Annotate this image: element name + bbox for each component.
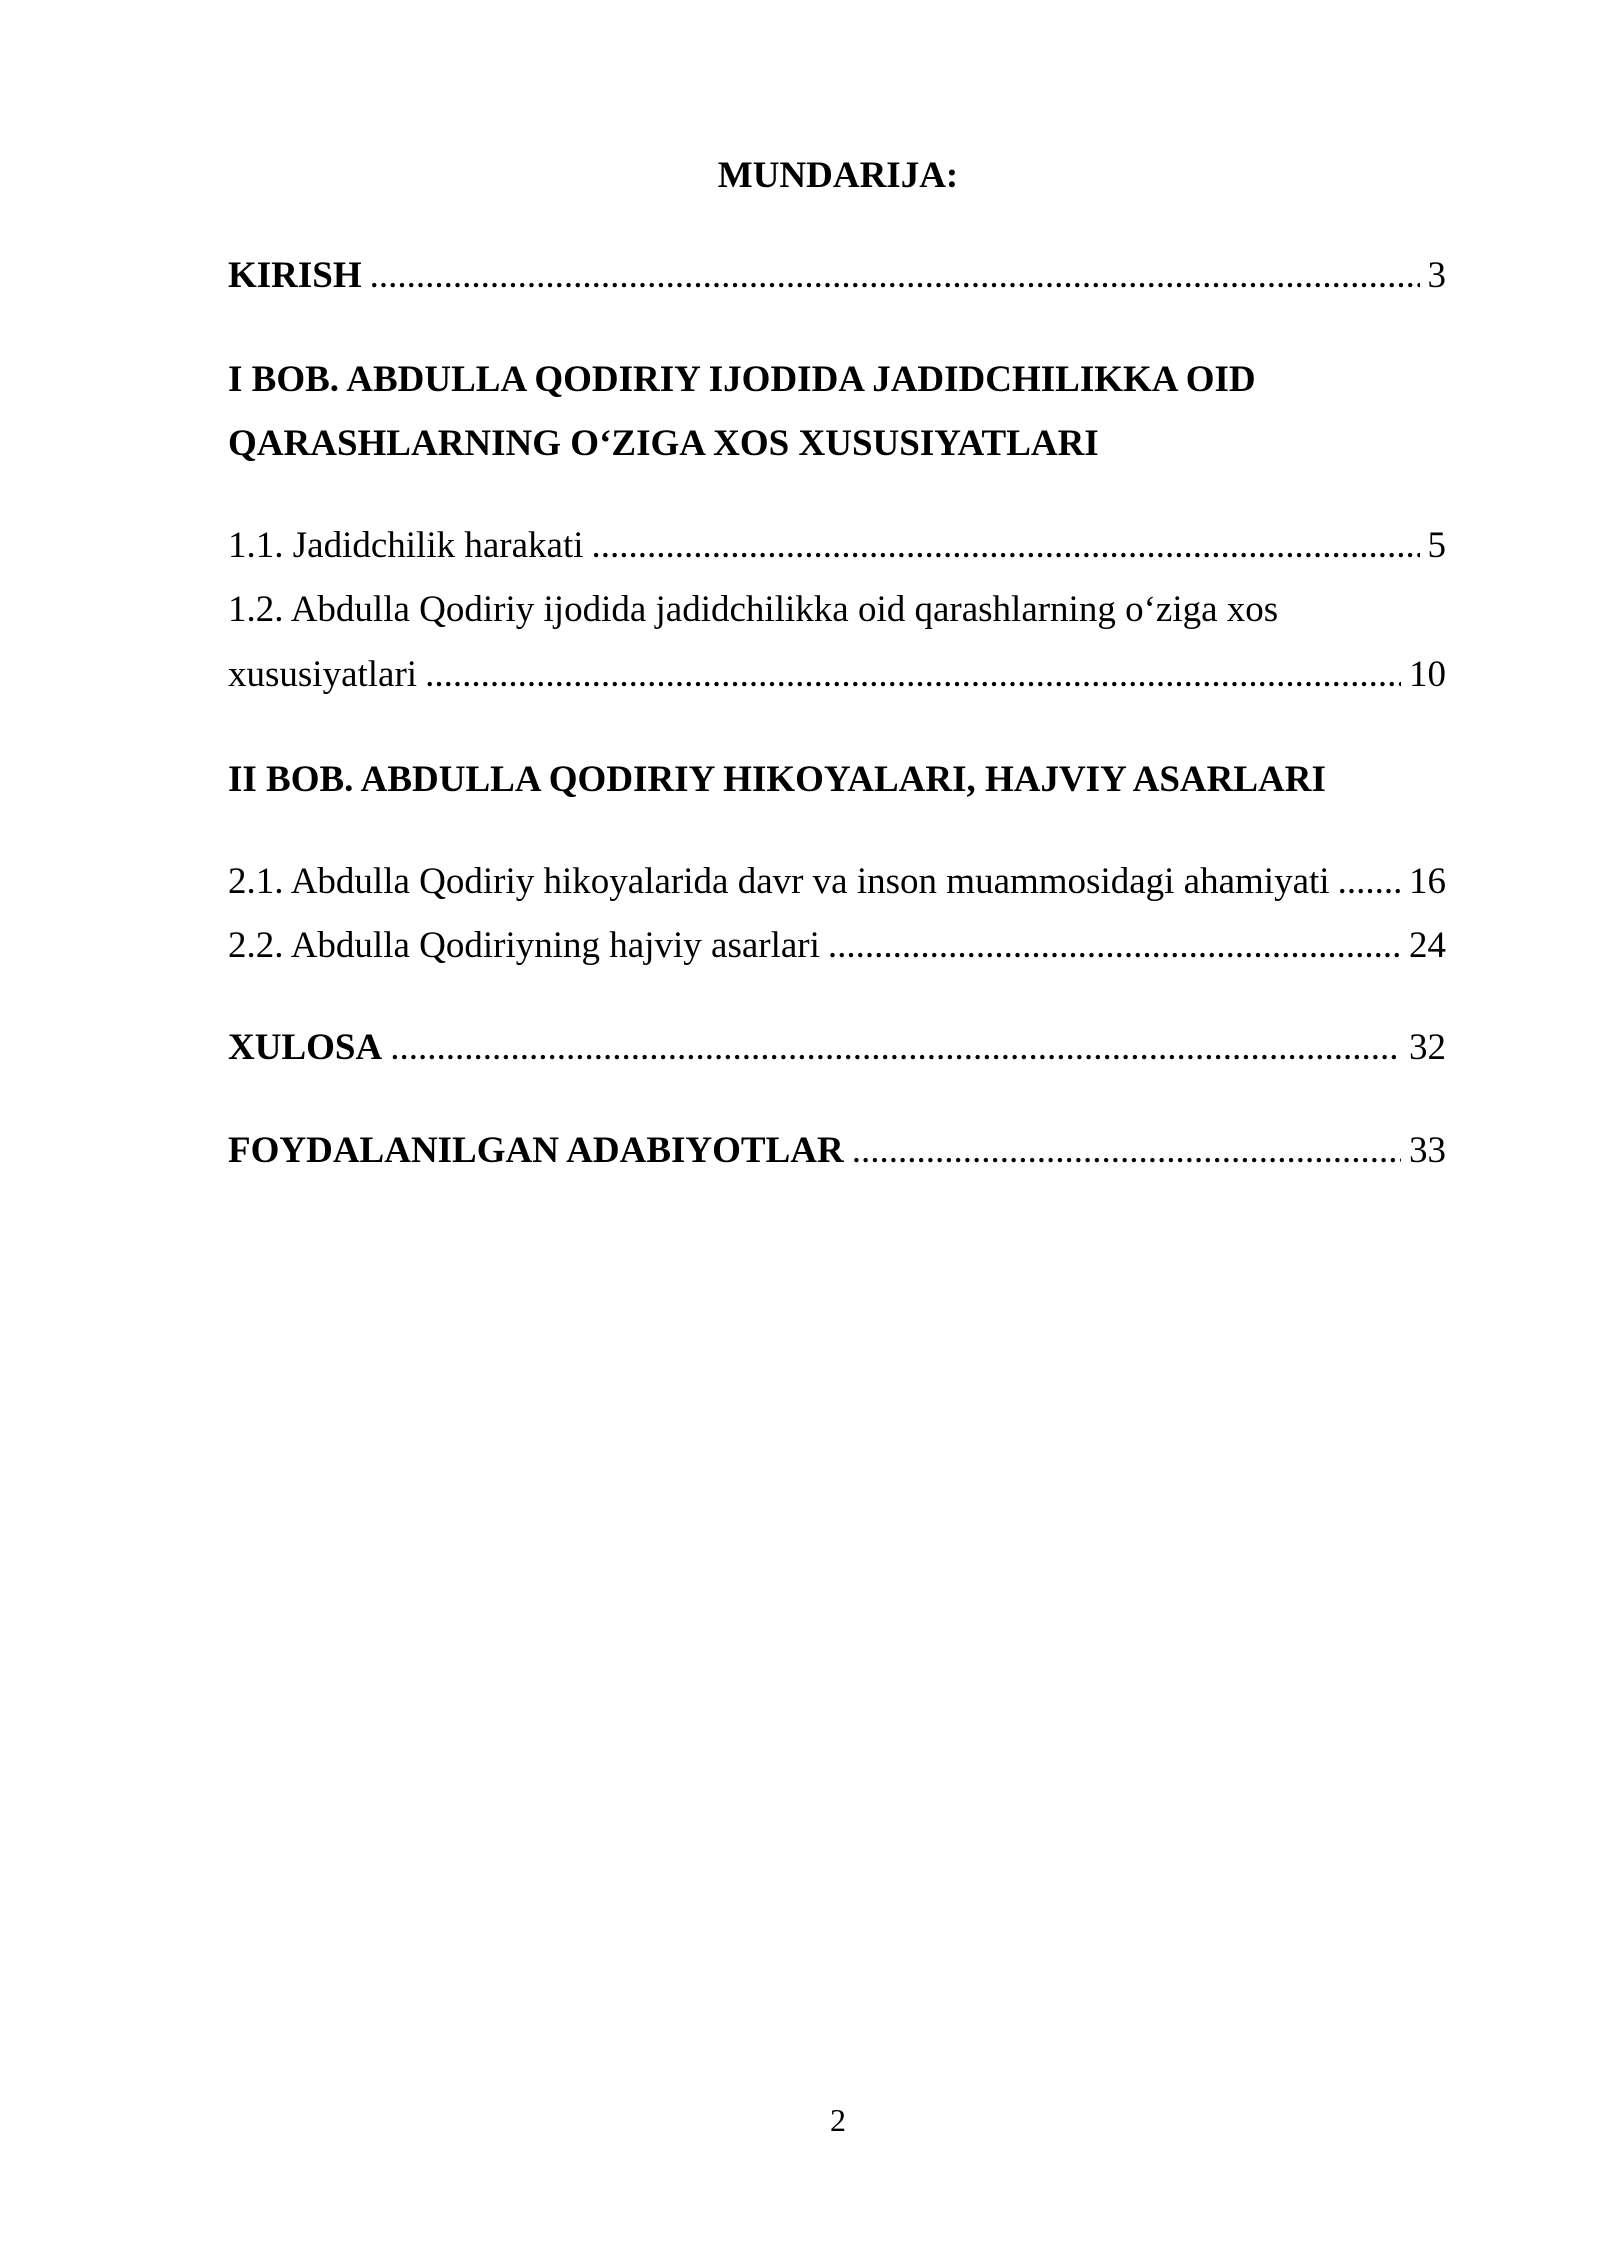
toc-entry-2-1[interactable] bbox=[228, 858, 1446, 906]
toc-entry-page: 10 bbox=[1409, 654, 1446, 695]
toc-chapter-1-heading[interactable]: I BOB. ABDULLA QODIRIY IJODIDA JADIDCHILIKKA OID bbox=[228, 359, 1256, 400]
toc-leader-dots bbox=[1338, 858, 1401, 906]
toc-entry-label: FOYDALANILGAN ADABIYOTLAR bbox=[228, 1130, 844, 1171]
toc-entry-2-2[interactable] bbox=[228, 922, 1446, 970]
toc-entry-page: 32 bbox=[1409, 1027, 1446, 1068]
toc-entry-page: 24 bbox=[1409, 925, 1446, 966]
toc-chapter-1-heading-continued[interactable]: QARASHLARNING O‘ZIGA XOS XUSUSIYATLARI bbox=[228, 423, 1099, 464]
toc-title: MUNDARIJA: bbox=[717, 155, 959, 196]
toc-entry-label: xususiyatlari bbox=[228, 654, 418, 695]
toc-entry-page: 16 bbox=[1409, 861, 1446, 902]
toc-entry-page: 33 bbox=[1409, 1130, 1446, 1171]
toc-entry-page: 3 bbox=[1427, 255, 1446, 296]
toc-entry-xulosa[interactable] bbox=[228, 1024, 1446, 1072]
toc-leader-dots bbox=[370, 252, 1420, 300]
toc-leader-dots bbox=[592, 522, 1420, 570]
toc-leader-dots bbox=[828, 922, 1401, 970]
toc-entry-label: 2.1. Abdulla Qodiriy hikoyalarida davr va inson muammosidagi ahamiyati bbox=[228, 861, 1330, 902]
toc-entry-page: 5 bbox=[1427, 525, 1446, 566]
toc-entry-kirish[interactable] bbox=[228, 252, 1446, 300]
toc-entry-label: KIRISH bbox=[228, 255, 362, 296]
toc-entry-label: 1.1. Jadidchilik harakati bbox=[228, 525, 584, 566]
toc-leader-dots bbox=[425, 651, 1401, 699]
toc-entry-1-2-line1[interactable]: 1.2. Abdulla Qodiriy ijodida jadidchilikka oid qarashlarning o‘ziga xos bbox=[228, 589, 1279, 630]
toc-entry-label: 2.2. Abdulla Qodiriyning hajviy asarlari bbox=[228, 925, 820, 966]
toc-entry-1-2[interactable] bbox=[228, 651, 1446, 699]
page-number: 2 bbox=[830, 2102, 846, 2138]
toc-leader-dots bbox=[390, 1024, 1401, 1072]
toc-entry-1-1[interactable] bbox=[228, 522, 1446, 570]
toc-leader-dots bbox=[852, 1127, 1401, 1175]
toc-entry-label: XULOSA bbox=[228, 1027, 383, 1068]
toc-chapter-2-heading[interactable]: II BOB. ABDULLA QODIRIY HIKOYALARI, HAJVIY ASARLARI bbox=[228, 759, 1326, 800]
toc-entry-adabiyotlar[interactable] bbox=[228, 1127, 1446, 1175]
